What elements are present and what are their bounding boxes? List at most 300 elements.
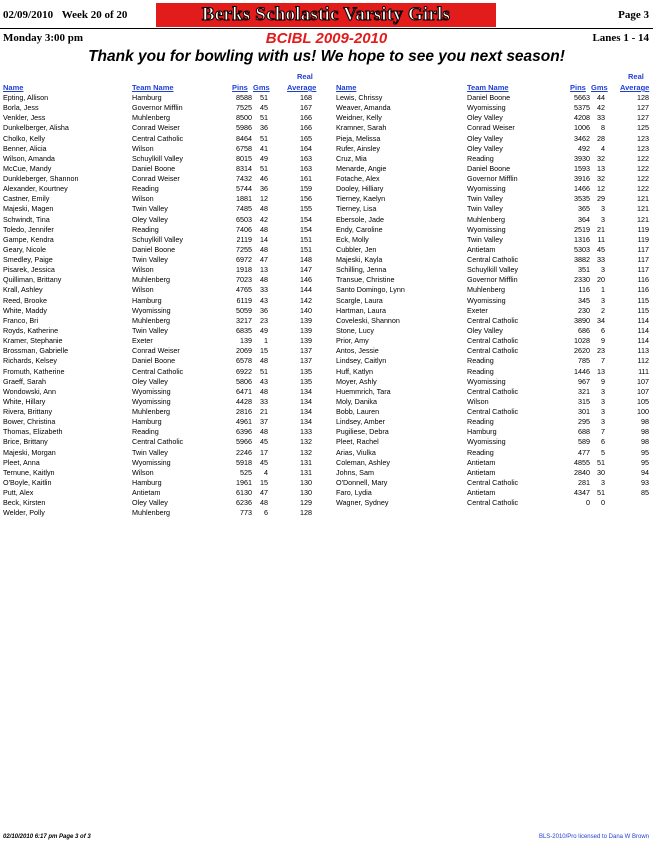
bowler-name: Johns, Sam: [336, 467, 374, 477]
average: 166: [300, 123, 312, 133]
bowler-name: Pleet, Rachel: [336, 437, 379, 447]
average: 134: [300, 386, 312, 396]
pins: 6835: [236, 325, 252, 335]
games: 48: [260, 386, 268, 396]
pins: 1593: [574, 163, 590, 173]
average: 144: [300, 285, 312, 295]
bowler-name: Cholko, Kelly: [3, 133, 45, 143]
bowler-name: Benner, Alicia: [3, 143, 47, 153]
bowler-name: Huff, Katlyn: [336, 366, 374, 376]
col-gms-left: Gms: [253, 83, 270, 92]
team-name: Oley Valley: [467, 143, 503, 153]
average: 116: [637, 285, 649, 295]
average: 112: [637, 356, 649, 366]
table-row: [0, 478, 653, 488]
games: 15: [260, 346, 268, 356]
table-row: [0, 204, 653, 214]
table-row: [0, 144, 653, 154]
team-name: Wilson: [132, 467, 154, 477]
bowler-name: Gampe, Kendra: [3, 234, 54, 244]
team-name: Muhlenberg: [132, 275, 170, 285]
average: 95: [641, 447, 649, 457]
col-average-left: Average: [287, 83, 317, 92]
team-name: Hamburg: [132, 93, 162, 102]
bowler-name: Castner, Emily: [3, 194, 50, 204]
average: 165: [300, 133, 312, 143]
average: 163: [300, 153, 312, 163]
pins: 4855: [574, 457, 590, 467]
average: 140: [300, 305, 312, 315]
pins: 3890: [574, 315, 590, 325]
bowler-name: Prior, Amy: [336, 336, 369, 346]
average: 134: [300, 417, 312, 427]
average: 117: [637, 255, 649, 265]
team-name: Antietam: [467, 244, 496, 254]
table-row: [0, 154, 653, 164]
average: 122: [637, 184, 649, 194]
team-name: Oley Valley: [467, 113, 503, 123]
pins: 2519: [574, 224, 590, 234]
season-message: Thank you for bowling with us! We hope to see you next season!: [88, 48, 565, 65]
pins: 4428: [236, 396, 252, 406]
games: 48: [260, 356, 268, 366]
games: 3: [601, 417, 605, 427]
team-name: Central Catholic: [467, 336, 519, 346]
games: 42: [597, 103, 605, 113]
pins: 7023: [236, 275, 252, 285]
games: 6: [601, 437, 605, 447]
team-name: Wyomissing: [467, 103, 506, 113]
games: 7: [601, 356, 605, 366]
pins: 1028: [574, 336, 590, 346]
team-name: Wyomissing: [467, 376, 506, 386]
average: 115: [637, 295, 649, 305]
average: 134: [300, 396, 312, 406]
bowler-name: O'Donnell, Mary: [336, 477, 388, 487]
average: 154: [300, 214, 312, 224]
average: 132: [300, 447, 312, 457]
bowler-name: Wilson, Amanda: [3, 153, 55, 163]
average: 121: [637, 204, 649, 214]
bowler-name: Santo Domingo, Lynn: [336, 285, 405, 295]
average: 137: [300, 346, 312, 356]
team-name: Daniel Boone: [132, 356, 176, 366]
average: 168: [300, 93, 312, 102]
pins: 2840: [574, 467, 590, 477]
table-row: [0, 306, 653, 316]
games: 36: [260, 305, 268, 315]
pins: 6922: [236, 366, 252, 376]
games: 15: [260, 477, 268, 487]
bowler-name: Toledo, Jennifer: [3, 224, 54, 234]
games: 17: [260, 447, 268, 457]
bowler-name: Franco, Bri: [3, 315, 39, 325]
games: 28: [597, 133, 605, 143]
games: 2: [601, 305, 605, 315]
team-name: Muhlenberg: [132, 508, 170, 518]
average: 156: [300, 194, 312, 204]
average: 98: [641, 437, 649, 447]
average: 161: [300, 174, 312, 184]
pins: 2246: [236, 447, 252, 457]
bowler-name: Pleet, Anna: [3, 457, 40, 467]
team-name: Governor Mifflin: [467, 174, 518, 184]
team-name: Wyomissing: [467, 224, 506, 234]
pins: 8015: [236, 153, 252, 163]
bowler-name: Fotache, Alex: [336, 174, 380, 184]
bowler-name: Borla, Jess: [3, 103, 39, 113]
team-name: Conrad Weiser: [132, 174, 180, 184]
bowler-name: Wagner, Sydney: [336, 498, 389, 508]
pins: 1006: [574, 123, 590, 133]
pins: 6578: [236, 356, 252, 366]
league-name: BCIBL 2009-2010: [265, 30, 388, 47]
average: 151: [300, 244, 312, 254]
games: 29: [597, 194, 605, 204]
pins: 688: [578, 427, 590, 437]
games: 13: [597, 163, 605, 173]
games: 3: [601, 407, 605, 417]
bowler-name: Menarde, Angie: [336, 163, 387, 173]
games: 30: [597, 467, 605, 477]
team-name: Reading: [467, 366, 494, 376]
average: 127: [637, 113, 649, 123]
games: 51: [597, 457, 605, 467]
pins: 6236: [236, 498, 252, 508]
games: 0: [601, 498, 605, 508]
average: 139: [300, 336, 312, 346]
bowler-name: McCue, Mandy: [3, 163, 52, 173]
games: 49: [260, 325, 268, 335]
pins: 321: [578, 386, 590, 396]
bowler-name: Huemmrich, Tara: [336, 386, 391, 396]
games: 20: [597, 275, 605, 285]
team-name: Reading: [467, 356, 494, 366]
pins: 686: [578, 325, 590, 335]
games: 33: [260, 396, 268, 406]
average: 113: [637, 346, 649, 356]
team-name: Schuylkill Valley: [132, 153, 183, 163]
table-row: [0, 377, 653, 387]
pins: 7406: [236, 224, 252, 234]
bowler-name: Pugiliese, Debra: [336, 427, 389, 437]
games: 23: [597, 346, 605, 356]
team-name: Central Catholic: [132, 133, 184, 143]
bowler-name: Fromuth, Katherine: [3, 366, 65, 376]
team-name: Daniel Boone: [467, 93, 511, 102]
bowler-name: Tierney, Lisa: [336, 204, 377, 214]
table-row: [0, 508, 653, 518]
team-name: Central Catholic: [467, 386, 519, 396]
pins: 967: [578, 376, 590, 386]
table-row: [0, 174, 653, 184]
bowler-name: Putt, Alex: [3, 488, 34, 498]
table-row: [0, 255, 653, 265]
games: 45: [260, 457, 268, 467]
pins: 7432: [236, 174, 252, 184]
games: 46: [260, 174, 268, 184]
bowler-name: Geary, Nicole: [3, 244, 47, 254]
team-name: Oley Valley: [132, 498, 168, 508]
bowler-name: Wondowski, Ann: [3, 386, 57, 396]
table-row: [0, 498, 653, 508]
team-name: Wilson: [467, 396, 489, 406]
bowler-name: Alexander, Kourtney: [3, 184, 68, 194]
team-name: Wilson: [132, 265, 154, 275]
pins: 477: [578, 447, 590, 457]
pins: 116: [578, 285, 590, 295]
average: 93: [641, 477, 649, 487]
average: 128: [300, 508, 312, 518]
report-date: 02/09/2010: [3, 9, 54, 21]
pins: 3882: [574, 255, 590, 265]
pins: 1961: [236, 477, 252, 487]
games: 3: [601, 204, 605, 214]
team-name: Muhlenberg: [132, 407, 170, 417]
pins: 301: [578, 407, 590, 417]
average: 135: [300, 376, 312, 386]
team-name: Exeter: [467, 305, 488, 315]
bowler-name: Antos, Jessie: [336, 346, 379, 356]
average: 117: [637, 265, 649, 275]
pins: 315: [578, 396, 590, 406]
pins: 3217: [236, 315, 252, 325]
table-row: [0, 437, 653, 447]
table-row: [0, 103, 653, 113]
team-name: Reading: [132, 427, 159, 437]
bowler-name: Pieja, Melissa: [336, 133, 381, 143]
bowler-name: White, Hillary: [3, 396, 46, 406]
bowler-name: Pisarek, Jessica: [3, 265, 55, 275]
bowler-name: Majeski, Kayla: [336, 255, 383, 265]
team-name: Wyomissing: [132, 457, 171, 467]
print-timestamp: 02/10/2010 6:17 pm Page 3 of 3: [3, 834, 91, 840]
team-name: Wyomissing: [132, 396, 171, 406]
games: 51: [260, 133, 268, 143]
pins: 1316: [574, 234, 590, 244]
games: 5: [601, 447, 605, 457]
games: 45: [260, 103, 268, 113]
pins: 773: [240, 508, 252, 518]
bowler-name: Rivera, Brittany: [3, 407, 53, 417]
col-team-right: Team Name: [467, 83, 509, 92]
average: 130: [300, 477, 312, 487]
games: 45: [260, 437, 268, 447]
bowler-name: Epting, Allison: [3, 93, 49, 102]
average: 114: [637, 325, 649, 335]
team-name: Central Catholic: [132, 366, 184, 376]
bowler-name: Brice, Brittany: [3, 437, 48, 447]
team-name: Wyomissing: [132, 386, 171, 396]
average: 123: [637, 143, 649, 153]
games: 44: [597, 93, 605, 102]
team-name: Daniel Boone: [467, 163, 511, 173]
pins: 4347: [574, 488, 590, 498]
games: 43: [260, 295, 268, 305]
bowler-name: Eck, Molly: [336, 234, 369, 244]
table-row: [0, 285, 653, 295]
table-row: [0, 296, 653, 306]
bowler-name: Schwindt, Tina: [3, 214, 50, 224]
table-row: [0, 225, 653, 235]
team-name: Twin Valley: [132, 255, 168, 265]
bowler-name: Arias, Viulka: [336, 447, 376, 457]
pins: 3462: [574, 133, 590, 143]
pins: 4208: [574, 113, 590, 123]
team-name: Wyomissing: [467, 295, 506, 305]
team-name: Conrad Weiser: [132, 123, 180, 133]
team-name: Wilson: [132, 194, 154, 204]
games: 48: [260, 224, 268, 234]
table-row: [0, 407, 653, 417]
col-team-left: Team Name: [132, 83, 174, 92]
games: 6: [264, 508, 268, 518]
team-name: Oley Valley: [467, 133, 503, 143]
bowler-name: Dooley, Hilliary: [336, 184, 384, 194]
games: 42: [260, 214, 268, 224]
team-name: Conrad Weiser: [467, 123, 515, 133]
table-row: [0, 326, 653, 336]
average: 130: [300, 488, 312, 498]
bowler-name: Cruz, Mia: [336, 153, 367, 163]
table-row: [0, 458, 653, 468]
games: 14: [260, 234, 268, 244]
pins: 1446: [574, 366, 590, 376]
day-time: Monday 3:00 pm: [3, 32, 84, 44]
team-name: Twin Valley: [132, 325, 168, 335]
pins: 2816: [236, 407, 252, 417]
average: 127: [637, 103, 649, 113]
team-name: Hamburg: [132, 417, 162, 427]
team-name: Reading: [467, 447, 494, 457]
average: 131: [300, 457, 312, 467]
bowler-name: Moly, Danika: [336, 396, 378, 406]
pins: 525: [240, 467, 252, 477]
team-name: Wyomissing: [467, 184, 506, 194]
table-row: [0, 265, 653, 275]
games: 21: [260, 407, 268, 417]
pins: 6758: [236, 143, 252, 153]
table-row: [0, 194, 653, 204]
team-name: Antietam: [132, 488, 161, 498]
report-title-banner: Berks Scholastic Varsity Girls: [156, 3, 496, 27]
pins: 5966: [236, 437, 252, 447]
pins: 7525: [236, 103, 252, 113]
games: 13: [260, 265, 268, 275]
bowler-name: Richards, Kelsey: [3, 356, 57, 366]
average: 131: [300, 467, 312, 477]
games: 33: [597, 113, 605, 123]
pins: 4765: [236, 285, 252, 295]
games: 12: [597, 184, 605, 194]
bowler-name: Endy, Caroline: [336, 224, 383, 234]
average: 111: [638, 366, 649, 376]
games: 3: [601, 265, 605, 275]
bowler-name: Coveleski, Shannon: [336, 315, 400, 325]
bowler-name: Hartman, Laura: [336, 305, 386, 315]
average: 121: [637, 214, 649, 224]
games: 1: [601, 285, 605, 295]
games: 48: [260, 275, 268, 285]
games: 32: [597, 174, 605, 184]
games: 37: [260, 417, 268, 427]
average: 146: [300, 275, 312, 285]
team-name: Central Catholic: [467, 477, 519, 487]
bowler-name: Moyer, Ashly: [336, 376, 377, 386]
bowler-name: Ternune, Kaitlyn: [3, 467, 55, 477]
pins: 785: [578, 356, 590, 366]
average: 119: [637, 224, 649, 234]
pins: 0: [586, 498, 590, 508]
license-note: BLS-2010/Pro licensed to Dana W Brown: [538, 834, 649, 840]
table-row: [0, 346, 653, 356]
average: 128: [637, 93, 649, 102]
pins: 8314: [236, 163, 252, 173]
games: 9: [601, 336, 605, 346]
average: 148: [300, 255, 312, 265]
report-week: Week 20 of 20: [61, 9, 128, 21]
games: 21: [597, 224, 605, 234]
average: 100: [637, 407, 649, 417]
average: 154: [300, 224, 312, 234]
average: 94: [641, 467, 649, 477]
team-name: Central Catholic: [467, 407, 519, 417]
pins: 8464: [236, 133, 252, 143]
pins: 8588: [236, 93, 252, 102]
bowler-name: Ebersole, Jade: [336, 214, 384, 224]
col-real-right: Real: [628, 72, 644, 81]
pins: 230: [578, 305, 590, 315]
team-name: Reading: [132, 184, 159, 194]
pins: 6972: [236, 255, 252, 265]
pins: 6396: [236, 427, 252, 437]
average: 95: [641, 457, 649, 467]
average: 115: [637, 305, 649, 315]
bowler-name: Bower, Christina: [3, 417, 56, 427]
team-name: Hamburg: [132, 295, 162, 305]
team-name: Twin Valley: [467, 194, 503, 204]
average: 167: [300, 103, 312, 113]
table-row: [0, 387, 653, 397]
games: 6: [601, 325, 605, 335]
table-row: [0, 427, 653, 437]
team-name: Hamburg: [132, 477, 162, 487]
bowler-name: Quilliman, Brittany: [3, 275, 62, 285]
team-name: Twin Valley: [467, 204, 503, 214]
pins: 281: [578, 477, 590, 487]
average: 107: [637, 386, 649, 396]
table-row: [0, 336, 653, 346]
pins: 7255: [236, 244, 252, 254]
games: 9: [601, 376, 605, 386]
average: 155: [300, 204, 312, 214]
pins: 6471: [236, 386, 252, 396]
bowler-name: Rufer, Ainsley: [336, 143, 380, 153]
pins: 492: [578, 143, 590, 153]
table-row: [0, 417, 653, 427]
team-name: Central Catholic: [132, 437, 184, 447]
pins: 1466: [574, 184, 590, 194]
pins: 5663: [574, 93, 590, 102]
average: 117: [637, 244, 649, 254]
team-name: Exeter: [132, 336, 153, 346]
table-row: [0, 488, 653, 498]
games: 48: [260, 204, 268, 214]
col-pins-left: Pins: [232, 83, 248, 92]
games: 3: [601, 295, 605, 305]
team-name: Twin Valley: [132, 204, 168, 214]
games: 45: [597, 244, 605, 254]
